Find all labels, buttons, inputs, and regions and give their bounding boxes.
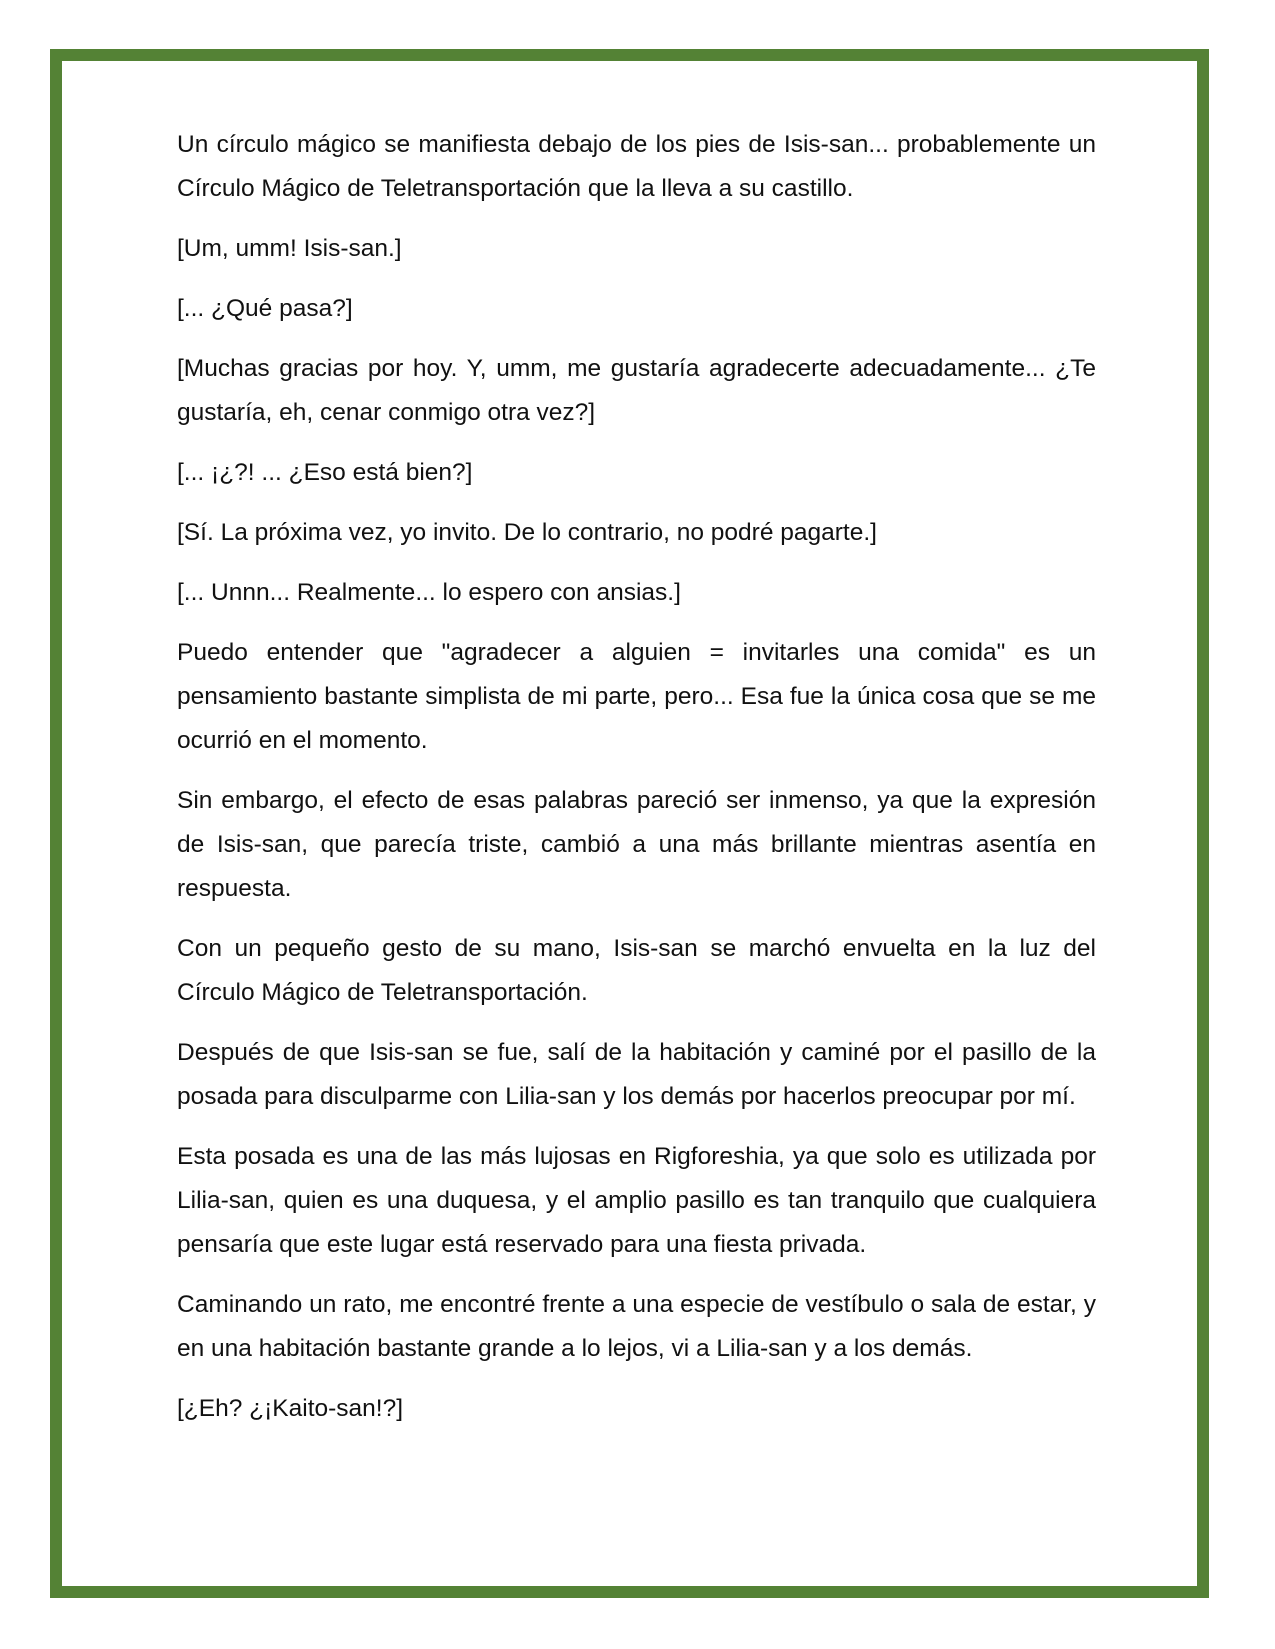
- paragraph-narration: Un círculo mágico se manifiesta debajo de los pies de Isis-san... probablemente un Círculo Mágico de Teletransportación que la lleva a su castillo.: [177, 131, 1096, 202]
- paragraph-narration: Después de que Isis-san se fue, salí de la habitación y caminé por el pasillo de la posada para disculparme con Lilia-san y los demás por hacerlos preocupar por mí.: [177, 1039, 1096, 1110]
- paragraph-dialogue: [... Unnn... Realmente... lo espero con ansias.]: [177, 579, 681, 606]
- paragraph-dialogue: [... ¡¿?! ... ¿Eso está bien?]: [177, 459, 473, 486]
- paragraph-narration: Puedo entender que "agradecer a alguien = invitarles una comida" es un pensamiento bastante simplista de mi parte, pero... Esa fue la única cosa que se me ocurrió en el momento.: [177, 639, 1096, 754]
- paragraph-dialogue: [Muchas gracias por hoy. Y, umm, me gustaría agradecerte adecuadamente... ¿Te gustaría, eh, cenar conmigo otra vez?]: [177, 355, 1096, 426]
- paragraph-dialogue: [¿Eh? ¿¡Kaito-san!?]: [177, 1395, 404, 1422]
- paragraph-narration: Sin embargo, el efecto de esas palabras pareció ser inmenso, ya que la expresión de Isis-san, que parecía triste, cambió a una más brillante mientras asentía en respuesta.: [177, 787, 1096, 902]
- paragraph-narration: Con un pequeño gesto de su mano, Isis-san se marchó envuelta en la luz del Círculo Mágico de Teletransportación.: [177, 935, 1096, 1006]
- paragraph-dialogue: [Sí. La próxima vez, yo invito. De lo contrario, no podré pagarte.]: [177, 519, 877, 546]
- paragraph-dialogue: [... ¿Qué pasa?]: [177, 295, 353, 322]
- paragraph-dialogue: [Um, umm! Isis-san.]: [177, 235, 402, 262]
- document-body: [177, 123, 1096, 1447]
- paragraph-narration: Esta posada es una de las más lujosas en Rigforeshia, ya que solo es utilizada por Lilia-san, quien es una duquesa, y el amplio pasillo es tan tranquilo que cualquiera pensaría que este lugar está reservado para una fiesta privada.: [177, 1143, 1096, 1258]
- paragraph-narration: Caminando un rato, me encontré frente a una especie de vestíbulo o sala de estar, y en una habitación bastante grande a lo lejos, vi a Lilia-san y a los demás.: [177, 1291, 1096, 1362]
